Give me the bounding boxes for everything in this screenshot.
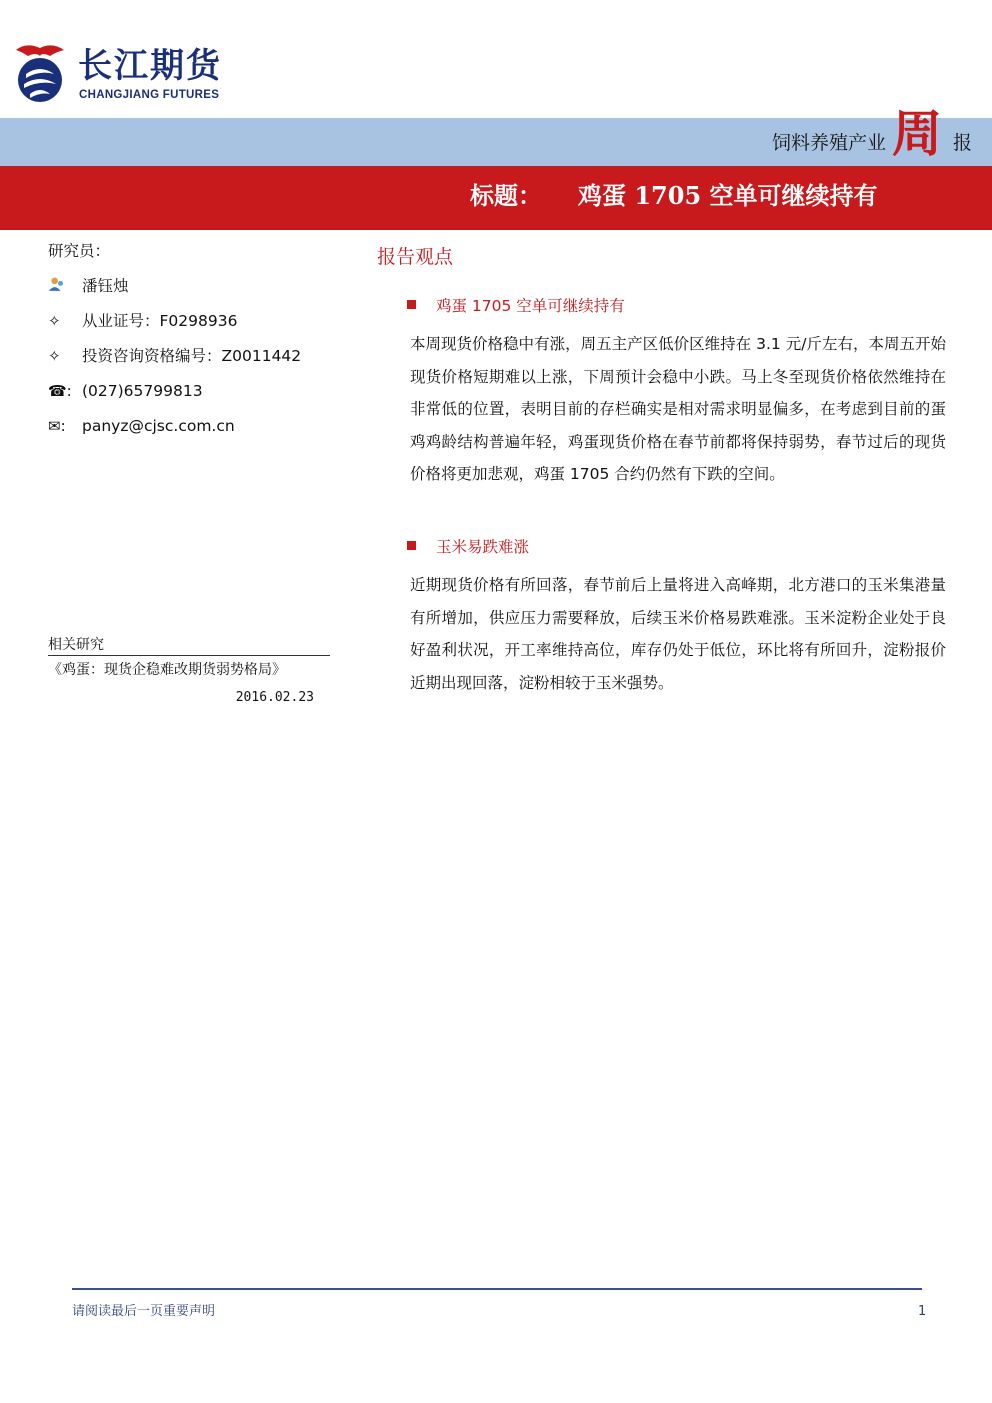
person-icon (48, 275, 68, 295)
phone-row (48, 380, 348, 415)
bullet-heading-text: 玉米易跌难涨 (436, 538, 530, 556)
bullet-square-icon (407, 300, 416, 309)
email-row (48, 415, 348, 450)
industry-label: 饲料养殖产业 (771, 132, 886, 154)
weekly-bao-char: 报 (952, 132, 972, 154)
changjiang-logo-icon (12, 40, 68, 106)
phone-number: (027)65799813 (82, 382, 203, 400)
bullet-heading-corn (407, 536, 529, 558)
bullet-heading-text: 鸡蛋 1705 空单可继续持有 (436, 297, 625, 315)
company-logo (12, 40, 252, 106)
related-research-title: 相关研究 (48, 636, 330, 656)
related-research-date: 2016.02.23 (235, 690, 314, 705)
diamond-star-icon: ✧ (48, 312, 61, 330)
phone-icon: ☎: (48, 382, 72, 400)
researcher-label: 研究员： (48, 242, 111, 260)
logo-chinese-name: 长江期货 (78, 46, 222, 86)
footer-disclaimer-note: 请阅读最后一页重要声明 (72, 1304, 216, 1319)
page-number: 1 (918, 1304, 927, 1319)
diamond-star-icon: ✧ (48, 347, 61, 365)
bullet-square-icon (407, 541, 416, 550)
paragraph-egg: 本周现货价格稳中有涨，周五主产区低价区维持在 3.1 元/斤左右，本周五开始现货价格短期难以上涨，下周预计会稳中小跌。马上冬至现货价格依然维持在非常低的位置，表明目前的存栏确实是相对需求明显偏多，在考虑到目前的蛋鸡鸡龄结构普遍年轻，鸡蛋现货价格在春节前都将保持弱势，春节过后的现货价格将更加悲观，鸡蛋 1705 合约仍然有下跌的空间。 (410, 335, 946, 484)
envelope-icon: ✉: (48, 417, 66, 435)
email-address[interactable]: panyz@cjsc.com.cn (82, 417, 235, 435)
author-sidebar (48, 240, 348, 450)
paragraph-corn: 近期现货价格有所回落，春节前后上量将进入高峰期，北方港口的玉米集港量有所增加，供应压力需要释放，后续玉米价格易跌难涨。玉米淀粉企业处于良好盈利状况，开工率维持高位，库存仍处于低位，环比将有所回升，淀粉报价近期出现回落，淀粉相较于玉米强势。 (410, 576, 946, 692)
researcher-name-row (48, 275, 348, 310)
logo-english-name: CHANGJIANG FUTURES (79, 89, 220, 101)
section-heading: 报告观点 (377, 246, 454, 268)
license-number: 从业证号：F0298936 (82, 312, 238, 330)
license-row (48, 310, 348, 345)
researcher-name: 潘钰烛 (82, 277, 129, 295)
bullet-heading-egg (407, 295, 625, 317)
consult-license-row (48, 345, 348, 380)
weekly-zhou-char: 周 (892, 104, 942, 163)
related-research (48, 636, 330, 707)
related-research-item[interactable]: 《鸡蛋：现货企稳难改期货弱势格局》 (48, 662, 286, 678)
title-label: 标题： (470, 181, 542, 210)
consult-license-number: 投资咨询资格编号：Z0011442 (82, 347, 302, 365)
report-title: 鸡蛋 1705 空单可继续持有 (578, 181, 878, 210)
footer-divider (72, 1288, 922, 1290)
